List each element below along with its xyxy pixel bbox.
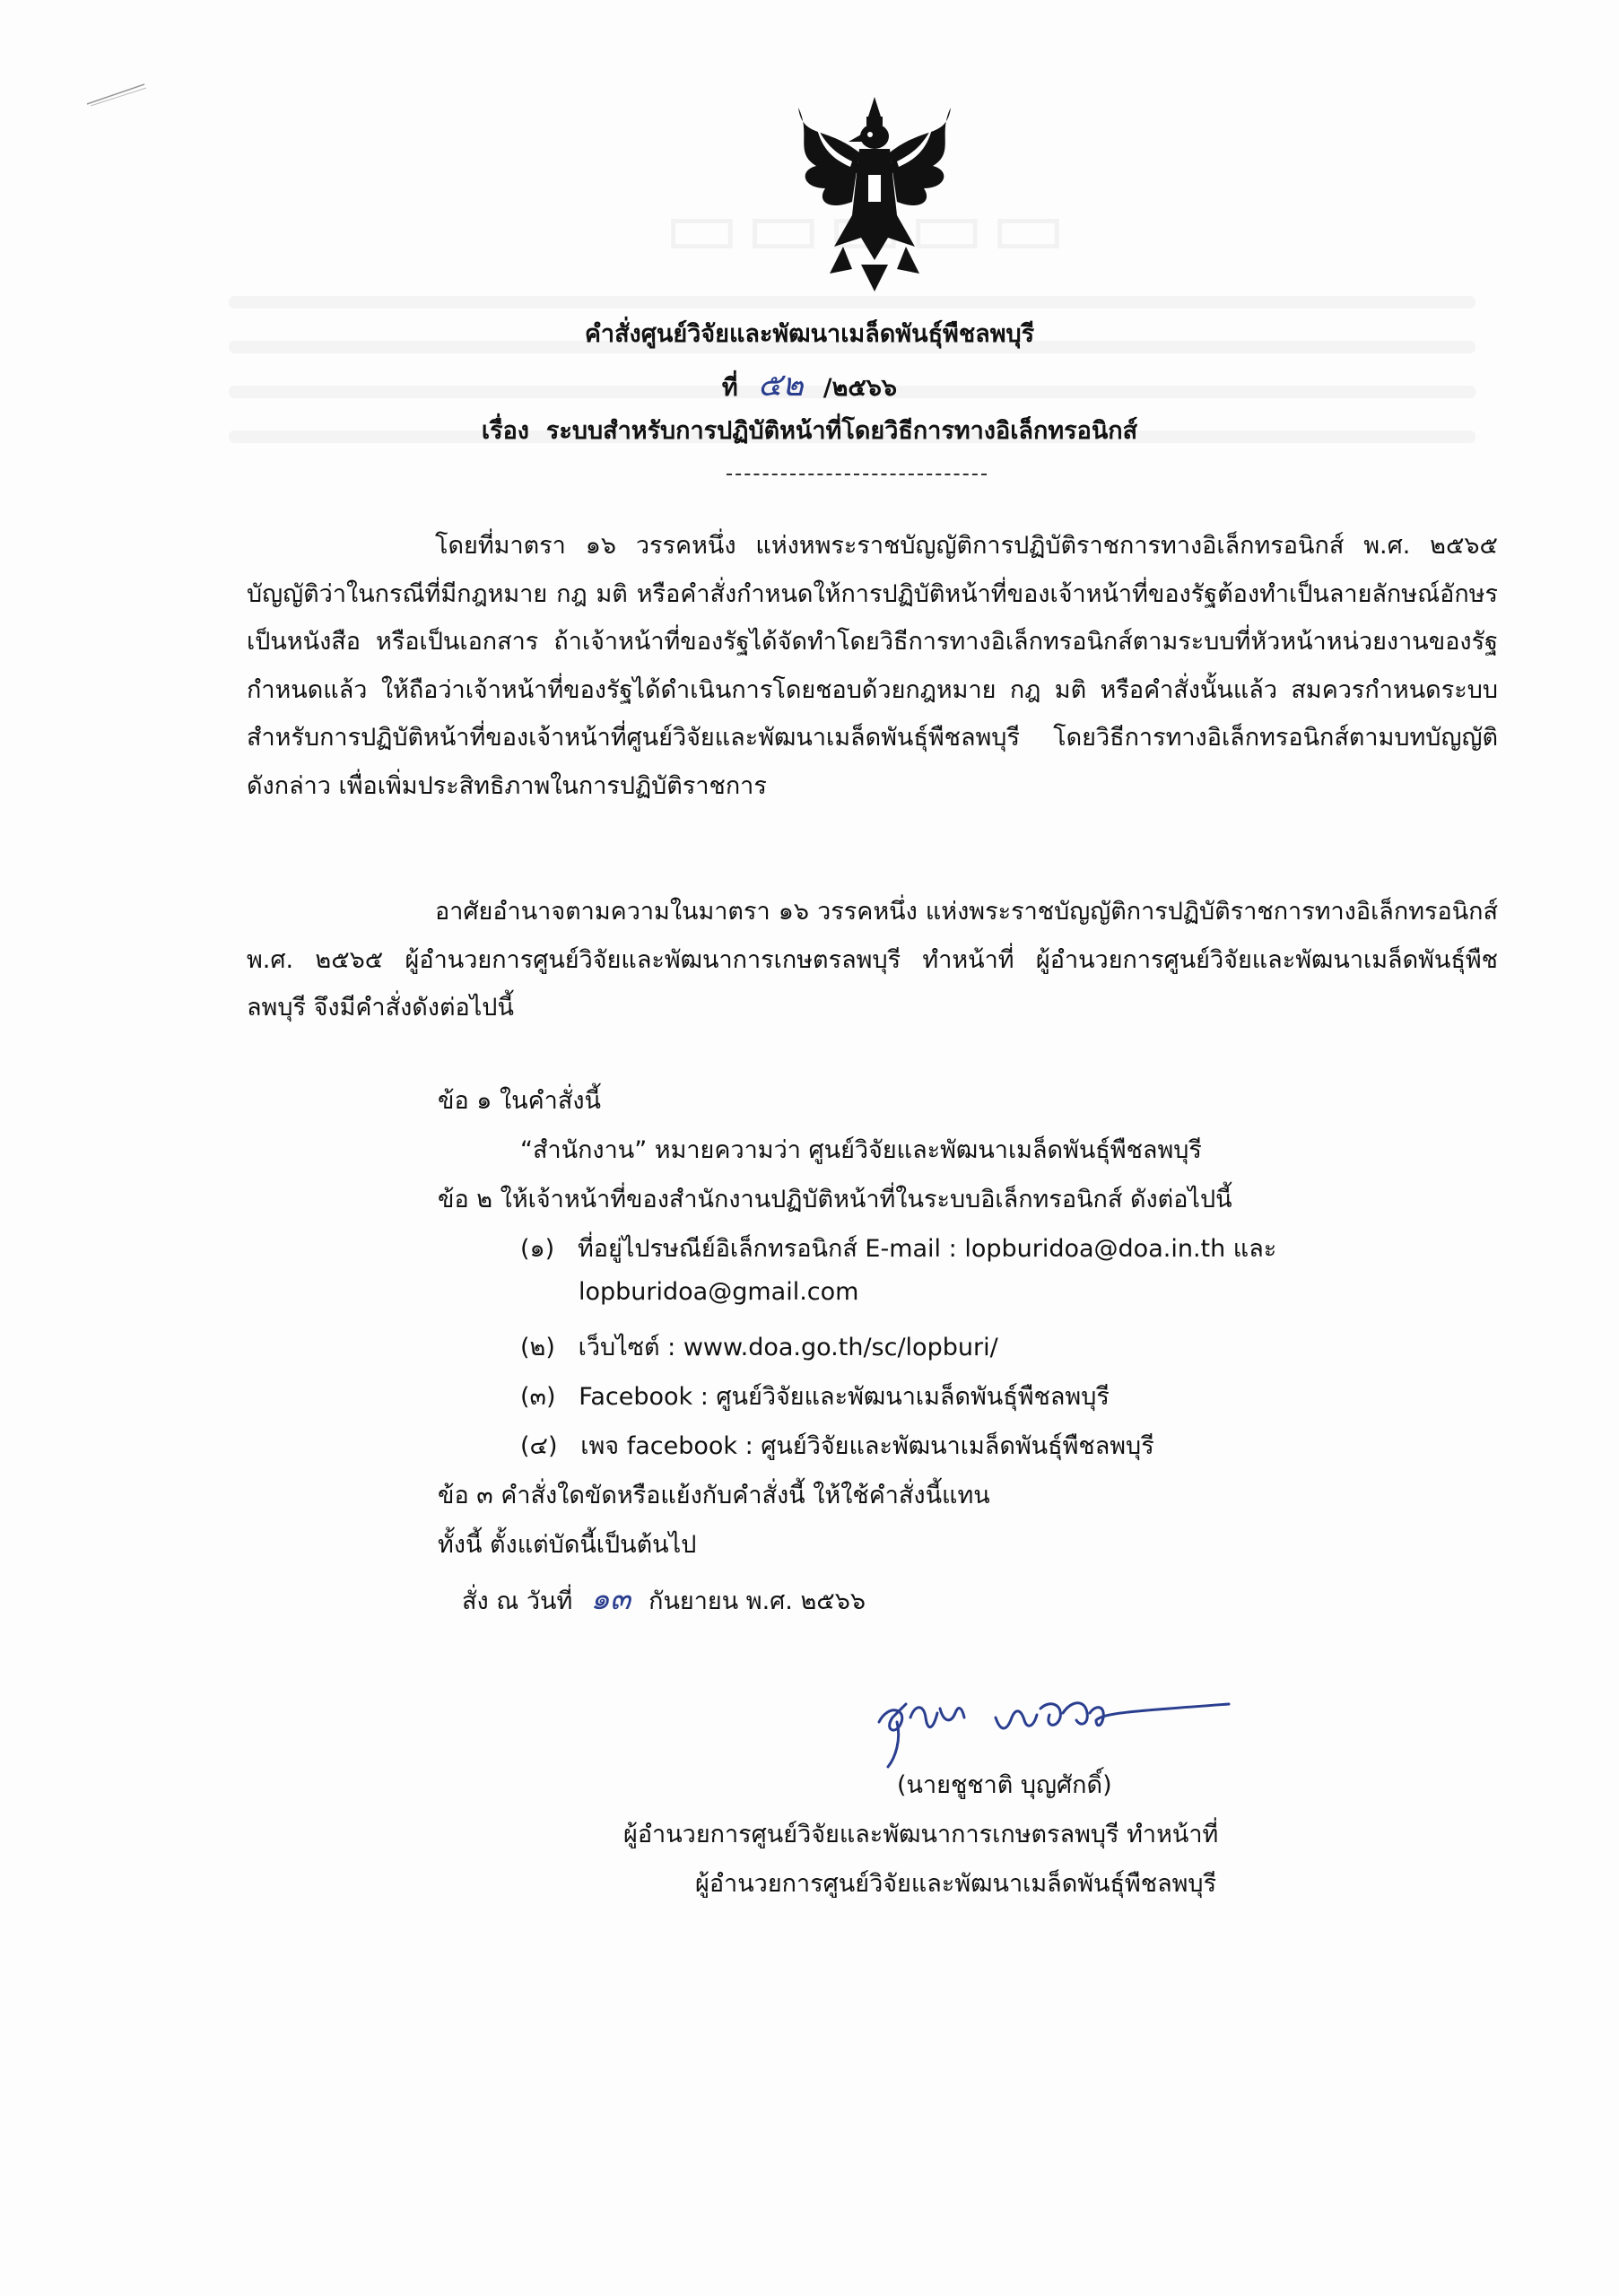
item-number: (๓)	[520, 1383, 556, 1411]
item-text: ที่อยู่ไปรษณีย์อิเล็กทรอนิกส์ E-mail : lopburidoa@doa.in.th และ	[577, 1235, 1277, 1263]
ordered-month-year: กันยายน พ.ศ. ๒๕๖๖	[648, 1587, 866, 1615]
order-number-prefix: ที่	[721, 374, 738, 402]
clause2-item-2	[520, 1327, 998, 1366]
order-title: คำสั่งศูนย์วิจัยและพัฒนาเมล็ดพันธุ์พืชลพบุรี	[584, 320, 1035, 348]
clause2-item-3	[520, 1377, 1110, 1415]
paragraph-preamble: โดยที่มาตรา ๑๖ วรรคหนึ่ง แห่งหพระราชบัญญัติการปฏิบัติราชการทางอิเล็กทรอนิกส์ พ.ศ. ๒๕๖๕ บัญญัติว่าในกรณีที่มีกฎหมาย กฎ มติ หรือคำสั่งกำหนดให้การปฏิบัติหน้าที่ของเจ้าหน้าที่ของรัฐต้องทำเป็นลายลักษณ์อักษร เป็นหนังสือ หรือเป็นเอกสาร ถ้าเจ้าหน้าที่ของรัฐได้จัดทำโดยวิธีการทางอิเล็กทรอนิกส์ตามระบบที่หัวหน้าหน่วยงานของรัฐกำหนดแล้ว ให้ถือว่าเจ้าหน้าที่ของรัฐได้ดำเนินการโดยชอบด้วยกฎหมาย กฎ มติ หรือคำสั่งนั้นแล้ว สมควรกำหนดระบบสำหรับการปฏิบัติหน้าที่ของเจ้าหน้าที่ศูนย์วิจัยและพัฒนาเมล็ดพันธุ์พืชลพบุรี โดยวิธีการทางอิเล็กทรอนิกส์ตามบทบัญญัติดังกล่าว เพื่อเพิ่มประสิทธิภาพในการปฏิบัติราชการ	[247, 532, 1498, 800]
signatory-position-line1: ผู้อำนวยการศูนย์วิจัยและพัฒนาการเกษตรลพบุรี ทำหน้าที่	[623, 1821, 1219, 1848]
signatory-position-line2: ผู้อำนวยการศูนย์วิจัยและพัฒนาเมล็ดพันธุ์พืชลพบุรี	[695, 1870, 1217, 1898]
ordered-on-prefix: สั่ง ณ วันที่	[462, 1587, 573, 1615]
item-number: (๒)	[520, 1334, 555, 1361]
item-text: เพจ facebook : ศูนย์วิจัยและพัฒนาเมล็ดพันธุ์พืชลพบุรี	[580, 1432, 1154, 1460]
clause2-item-4	[520, 1426, 1154, 1465]
item-number: (๑)	[520, 1235, 555, 1263]
clause3: ข้อ ๓ คำสั่งใดขัดหรือแย้งกับคำสั่งนี้ ให้ใช้คำสั่งนี้แทน	[438, 1482, 990, 1509]
subject-label: เรื่อง	[481, 417, 529, 445]
clause2-item-1	[520, 1229, 1276, 1267]
subject-text: ระบบสำหรับการปฏิบัติหน้าที่โดยวิธีการทางอิเล็กทรอนิกส์	[545, 417, 1138, 445]
order-number-year: /๒๕๖๖	[823, 374, 898, 402]
signatory-name: (นายชูชาติ บุญศักดิ์)	[897, 1771, 1112, 1799]
subject-line	[0, 411, 1619, 449]
item-text: Facebook : ศูนย์วิจัยและพัฒนาเมล็ดพันธุ์พืชลพบุรี	[579, 1383, 1110, 1411]
ordered-day-handwritten: ๑๓	[590, 1581, 631, 1617]
scratch-mark	[85, 81, 148, 108]
clause2-heading: ข้อ ๒ ให้เจ้าหน้าที่ของสำนักงานปฏิบัติหน้าที่ในระบบอิเล็กทรอนิกส์ ดังต่อไปนี้	[438, 1186, 1232, 1213]
ordered-date-line	[462, 1574, 866, 1622]
order-number-handwritten: ๕๒	[757, 367, 804, 404]
handwritten-signature	[861, 1668, 1247, 1776]
item-text: เว็บไซต์ : www.doa.go.th/sc/lopburi/	[578, 1334, 998, 1361]
effective-statement: ทั้งนี้ ตั้งแต่บัดนี้เป็นต้นไป	[438, 1531, 697, 1559]
header-divider	[727, 474, 987, 475]
order-number-line	[0, 359, 1619, 410]
clause1-heading: ข้อ ๑ ในคำสั่งนี้	[438, 1087, 601, 1115]
paragraph-authority: อาศัยอำนาจตามความในมาตรา ๑๖ วรรคหนึ่ง แห่งพระราชบัญญัติการปฏิบัติราชการทางอิเล็กทรอนิกส์ พ.ศ. ๒๕๖๕ ผู้อำนวยการศูนย์วิจัยและพัฒนาการเกษตรลพบุรี ทำหน้าที่ ผู้อำนวยการศูนย์วิจัยและพัฒนาเมล็ดพันธุ์พืชลพบุรี จึงมีคำสั่งดังต่อไปนี้	[247, 898, 1498, 1022]
item-number: (๔)	[520, 1432, 558, 1460]
clause2-item-1-continuation: lopburidoa@gmail.com	[579, 1278, 859, 1306]
clause1-definition: “สำนักงาน” หมายความว่า ศูนย์วิจัยและพัฒนาเมล็ดพันธุ์พืชลพบุรี	[520, 1136, 1202, 1164]
garuda-emblem-icon	[789, 90, 960, 296]
